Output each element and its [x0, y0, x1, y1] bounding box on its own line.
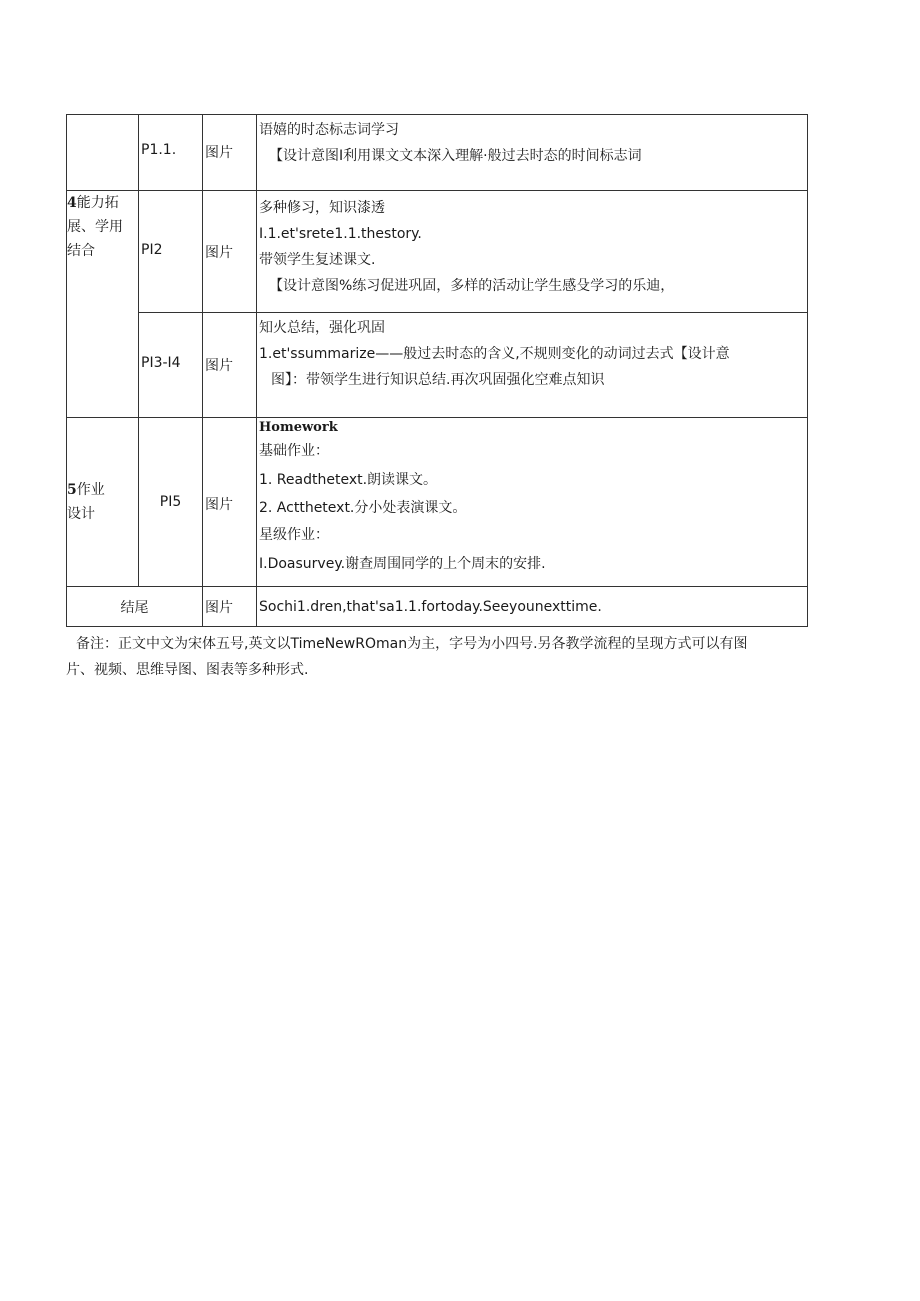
media-cell: [203, 191, 257, 313]
page-label: PI5: [159, 494, 182, 510]
stage-number: 5: [67, 482, 77, 498]
stage-cell-4: [67, 191, 139, 418]
content-line: 【设计意图%练习促进巩固，多样的活动让学生感殳学习的乐迪，: [269, 278, 675, 294]
lesson-flow-table: [66, 114, 808, 627]
content-line: 知火总结，强化巩固: [259, 320, 385, 336]
media-label: 图片: [205, 145, 233, 161]
media-label: 图片: [205, 599, 233, 616]
media-cell: [203, 587, 257, 627]
page-cell: [139, 191, 203, 313]
page-cell: [139, 418, 203, 587]
content-line: 【设计意图Ⅰ利用课文文本深入理解·般过去时态的时间标志词: [269, 148, 642, 164]
content-line: 带领学生复述课文.: [259, 252, 376, 268]
homework-title: Homework: [259, 420, 338, 435]
stage-label: [67, 191, 138, 215]
content-cell: [257, 313, 808, 418]
media-label: 图片: [205, 497, 233, 513]
stage-label: 结合: [67, 243, 95, 259]
media-label: 图片: [205, 245, 233, 261]
footnote-line: 片、视频、思维导图、图表等多种形式.: [66, 662, 309, 678]
content-line: I.1.et'srete1.1.thestory.: [259, 226, 422, 242]
stage-text: 作业: [76, 482, 105, 498]
page-label: P1.1.: [141, 142, 177, 158]
table-row: [67, 587, 808, 627]
content-line: 多种修习，知识漆透: [259, 200, 385, 216]
table-row: [67, 313, 808, 418]
footnote-line: 备注：正文中文为宋体五号,英文以TimeNewROman为主，字号为小四号.另各教学流程的呈现方式可以有图: [76, 636, 748, 652]
content-cell: [257, 115, 808, 191]
page-cell: [139, 313, 203, 418]
media-cell: [203, 418, 257, 587]
ending-label-cell: [67, 587, 203, 627]
media-label: 图片: [205, 358, 233, 374]
table-row: [67, 191, 808, 313]
content-cell: [257, 418, 808, 587]
content-cell: [257, 191, 808, 313]
content-line: 图】：带领学生进行知识总结.再次巩固强化空难点知识: [271, 372, 605, 388]
content-line: 1. Readthetext.朗读课文。: [259, 472, 438, 488]
content-cell: [257, 587, 808, 627]
stage-label: 设计: [67, 506, 95, 522]
content-line: I.Doasurvey.谢查周围同学的上个周末的安排.: [259, 556, 546, 572]
content-line: 基础作业：: [259, 443, 329, 459]
table-row: [67, 115, 808, 191]
ending-label: 结尾: [120, 599, 149, 616]
stage-label: 展、学用: [67, 219, 123, 235]
content-line: 2. Actthetext.分小处表演课文。: [259, 500, 467, 516]
content-line: 1.et'ssummarize——般过去时态的含义,不规则变化的动词过去式【设计意: [259, 346, 730, 362]
content-line: 星级作业：: [259, 527, 329, 543]
stage-label: [67, 478, 138, 502]
page-label: PI3-I4: [141, 355, 181, 371]
stage-text: 能力拓: [76, 195, 119, 211]
media-cell: [203, 313, 257, 418]
page-label: PI2: [141, 242, 163, 258]
table-row: [67, 418, 808, 587]
footnote: [66, 631, 816, 683]
stage-cell-5: [67, 418, 139, 587]
stage-number: 4: [67, 195, 77, 211]
page-cell: [139, 115, 203, 191]
media-cell: [203, 115, 257, 191]
ending-text: Sochi1.dren,that'sa1.1.fortoday.Seeyounexttime.: [259, 598, 602, 615]
content-line: 语嬉的时态标志词学习: [259, 122, 399, 138]
stage-cell-empty: [67, 115, 139, 191]
